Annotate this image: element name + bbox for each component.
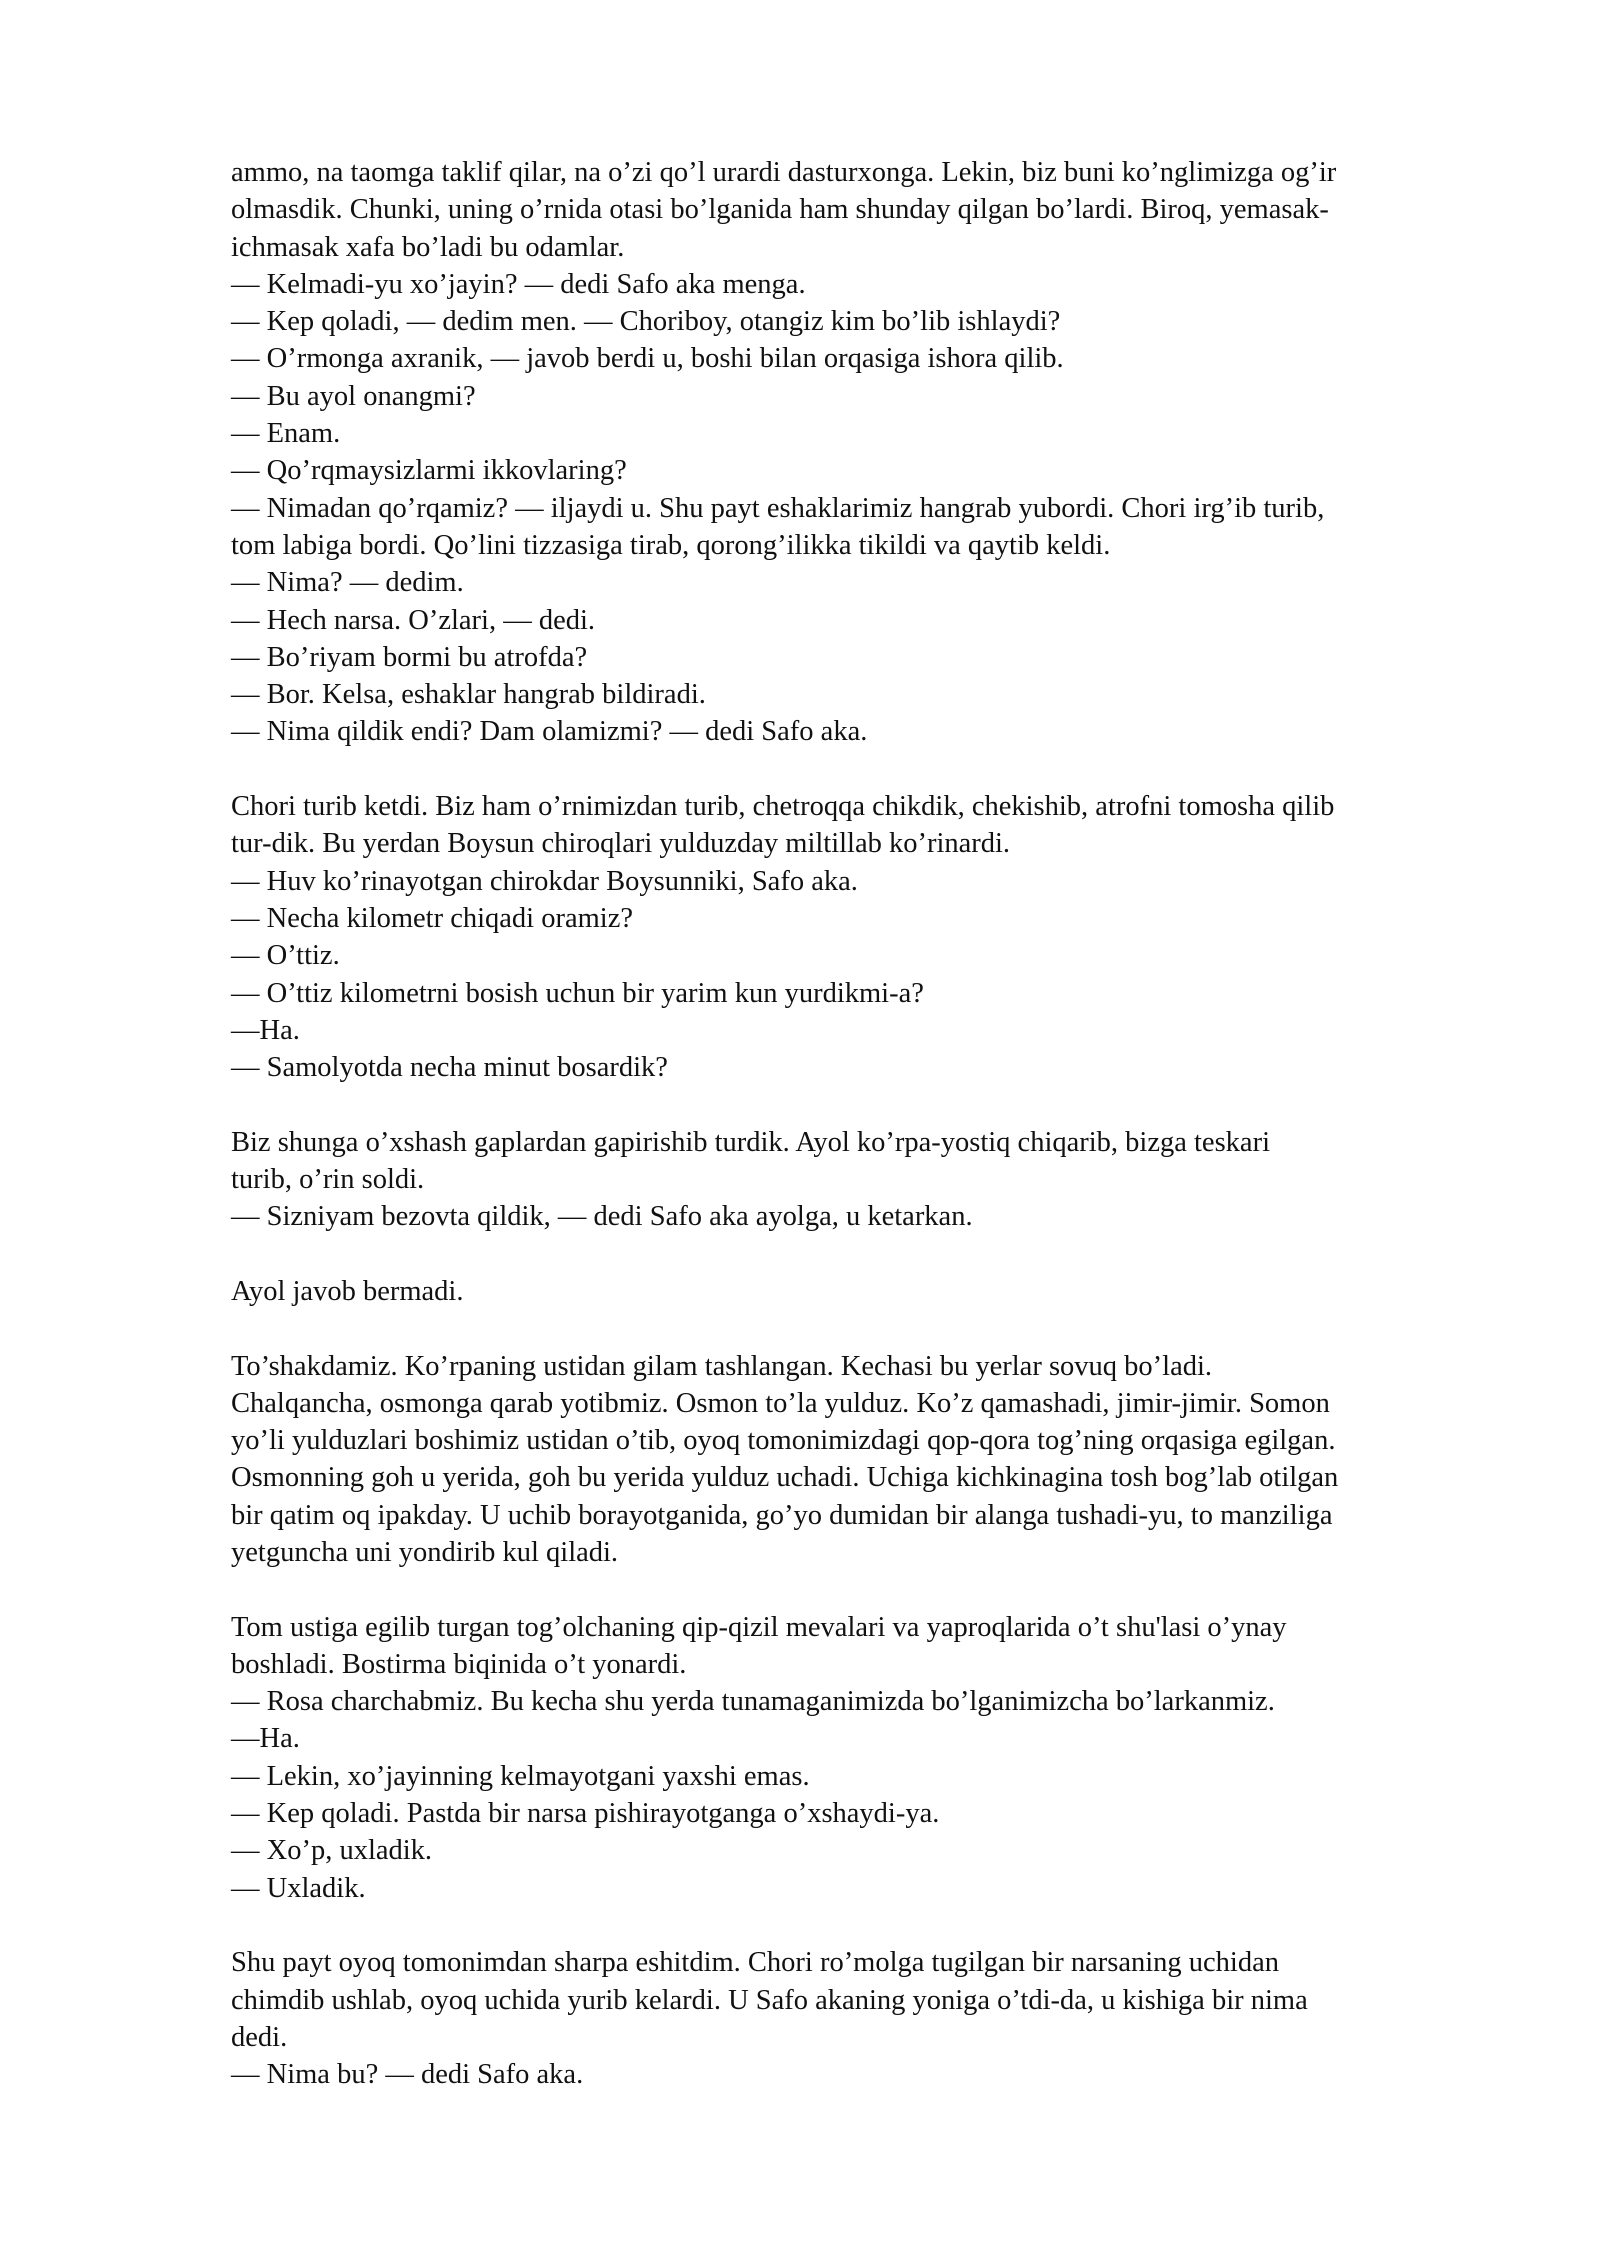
paragraph-gap [231, 1086, 1511, 1123]
text-line: ichmasak xafa bo’ladi bu odamlar. [231, 231, 625, 263]
dialogue-line: — Bu ayol onangmi? [231, 380, 476, 412]
dialogue-line: — Kep qoladi, — dedim men. — Choriboy, otangiz kim bo’lib ishlaydi? [231, 306, 1061, 338]
dialogue-line: — O’ttiz. [231, 940, 340, 972]
dialogue-line: — Nima? — dedim. [231, 567, 464, 599]
dialogue-line: —Ha. [231, 1014, 300, 1046]
text-line: Chalqancha, osmonga qarab yotibmiz. Osmon to’la yulduz. Ko’z qamashadi, jimir-jimir. Somon [231, 1387, 1330, 1419]
text-line: Chori turib ketdi. Biz ham o’rnimizdan turib, chetroqqa chikdik, chekishib, atrofni tomosha qilib [231, 791, 1335, 823]
text-line: dedi. [231, 2021, 288, 2053]
dialogue-line: — Samolyotda necha minut bosardik? [231, 1052, 668, 1084]
text-line: boshladi. Bostirma biqinida o’t yonardi. [231, 1648, 687, 1680]
paragraph-gap [231, 1236, 1511, 1273]
dialogue-line: — Xo’p, uxladik. [231, 1835, 433, 1867]
text-line: olmasdik. Chunki, uning o’rnida otasi bo’lganida ham shunday qilgan bo’lardi. Biroq, yemasak- [231, 194, 1329, 226]
text-line: bir qatim oq ipakday. U uchib borayotganida, go’yo dumidan bir alanga tushadi-yu, to manziliga [231, 1499, 1333, 1531]
paragraph-gap [231, 1907, 1511, 1944]
dialogue-line: — O’rmonga axranik, — javob berdi u, boshi bilan orqasiga ishora qilib. [231, 343, 1064, 375]
dialogue-line: — Necha kilometr chiqadi oramiz? [231, 902, 634, 934]
dialogue-line: — Hech narsa. O’zlari, — dedi. [231, 604, 596, 636]
dialogue-line: — Huv ko’rinayotgan chirokdar Boysunniki, Safo aka. [231, 865, 858, 897]
text-line: ammo, na taomga taklif qilar, na o’zi qo’l urardi dasturxonga. Lekin, biz buni ko’nglimizga og’ir [231, 157, 1337, 188]
paragraph-gap [231, 1310, 1511, 1347]
text-line: Biz shunga o’xshash gaplardan gapirishib turdik. Ayol ko’rpa-yostiq chiqarib, bizga teskari [231, 1126, 1270, 1158]
dialogue-line: — O’ttiz kilometrni bosish uchun bir yarim kun yurdikmi-a? [231, 977, 924, 1009]
dialogue-line: — Bor. Kelsa, eshaklar hangrab bildiradi. [231, 679, 706, 711]
text-line: Tom ustiga egilib turgan tog’olchaning qip-qizil mevalari va yaproqlarida o’t shu'lasi o’ynay [231, 1611, 1287, 1643]
dialogue-line: — Rosa charchabmiz. Bu kecha shu yerda tunamaganimizda bo’lganimizcha bo’larkanmiz. [231, 1686, 1275, 1718]
dialogue-line: — Nimadan qo’rqamiz? — iljaydi u. Shu payt eshaklarimiz hangrab yubordi. Chori irg’ib turib, [231, 492, 1325, 524]
dialogue-line: — Bo’riyam bormi bu atrofda? [231, 641, 588, 673]
text-line: turib, o’rin soldi. [231, 1164, 425, 1196]
text-line: Shu payt oyoq tomonimdan sharpa eshitdim. Chori ro’molga tugilgan bir narsaning uchidan [231, 1947, 1280, 1979]
dialogue-line: — Qo’rqmaysizlarmi ikkovlaring? [231, 455, 627, 487]
dialogue-line: — Kep qoladi. Pastda bir narsa pishirayotganga o’xshaydi-ya. [231, 1798, 940, 1830]
document-body-text [231, 154, 1511, 2093]
text-line: Osmonning goh u yerida, goh bu yerida yulduz uchadi. Uchiga kichkinagina tosh bog’lab otilgan [231, 1462, 1339, 1494]
dialogue-line: — Uxladik. [231, 1872, 366, 1904]
paragraph-gap [231, 1571, 1511, 1608]
paragraph-gap [231, 751, 1511, 788]
dialogue-line: — Lekin, xo’jayinning kelmayotgani yaxshi emas. [231, 1760, 810, 1792]
dialogue-line: — Nima bu? — dedi Safo aka. [231, 2059, 584, 2091]
dialogue-line: — Nima qildik endi? Dam olamizmi? — dedi Safo aka. [231, 716, 868, 748]
dialogue-line: — Kelmadi-yu xo’jayin? — dedi Safo aka menga. [231, 268, 806, 300]
text-line: tur-dik. Bu yerdan Boysun chiroqlari yulduzday miltillab ko’rinardi. [231, 828, 1011, 860]
dialogue-line: —Ha. [231, 1723, 300, 1755]
dialogue-line: — Sizniyam bezovta qildik, — dedi Safo aka ayolga, u ketarkan. [231, 1201, 973, 1233]
text-line: To’shakdamiz. Ko’rpaning ustidan gilam tashlangan. Kechasi bu yerlar sovuq bo’ladi. [231, 1350, 1213, 1382]
dialogue-line: — Enam. [231, 418, 341, 450]
text-line: Ayol javob bermadi. [231, 1275, 464, 1307]
text-line: tom labiga bordi. Qo’lini tizzasiga tirab, qorong’ilikka tikildi va qaytib keldi. [231, 529, 1111, 561]
text-line: yo’li yulduzlari boshimiz ustidan o’tib, oyoq tomonimizdagi qop-qora tog’ning orqasiga egilgan. [231, 1425, 1336, 1457]
text-line: chimdib ushlab, oyoq uchida yurib kelardi. U Safo akaning yoniga o’tdi-da, u kishiga bir nima [231, 1984, 1308, 2016]
text-line: yetguncha uni yondirib kul qiladi. [231, 1536, 619, 1568]
